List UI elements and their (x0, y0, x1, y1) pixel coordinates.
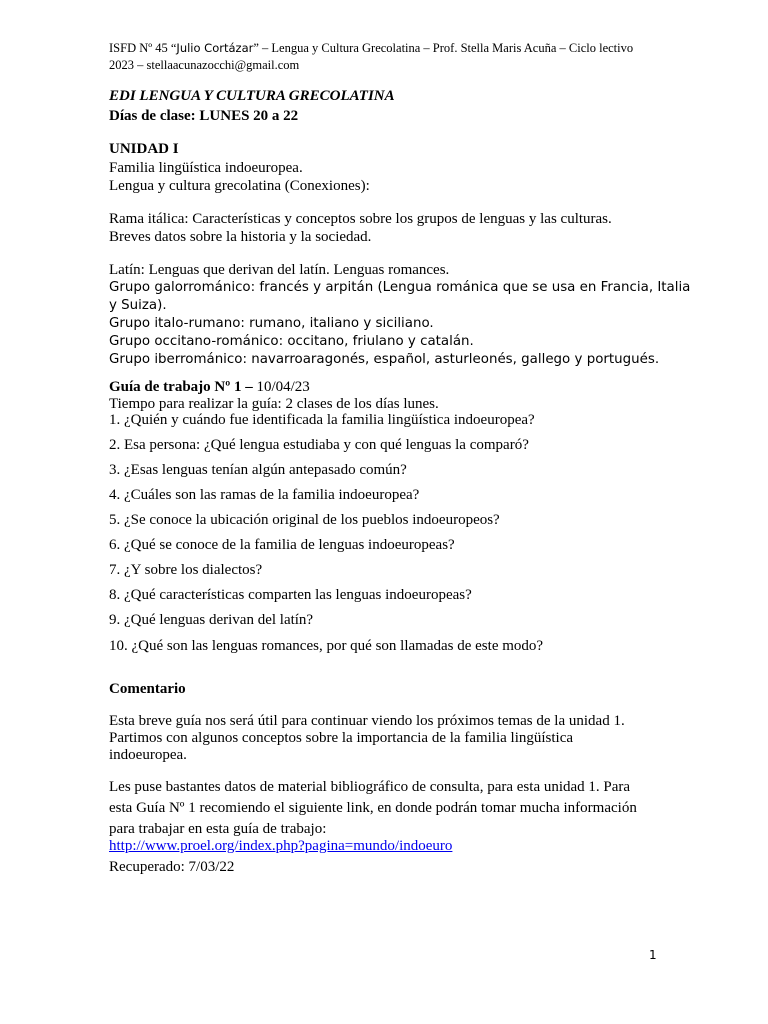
grupo-italo-rumano: Grupo italo-rumano: rumano, italiano y siciliano. (109, 316, 434, 331)
comment-paragraph-line: esta Guía Nº 1 recomiendo el siguiente link, en donde podrán tomar mucha información (109, 800, 637, 816)
unit-heading: UNIDAD I (109, 141, 179, 157)
grupo-occitano: Grupo occitano-románico: occitano, friulano y catalán. (109, 334, 474, 349)
comment-paragraph-line: para trabajar en esta guía de trabajo: (109, 821, 327, 837)
header-line-2: 2023 – stellaacunazocchi@gmail.com (109, 58, 300, 72)
page-header (109, 40, 669, 74)
unit-line-1: Familia lingüística indoeuropea. (109, 160, 303, 176)
comment-paragraph-line: Partimos con algunos conceptos sobre la importancia de la familia lingüística (109, 730, 574, 746)
question-item: 1. ¿Quién y cuándo fue identificada la familia lingüística indoeuropea? (109, 412, 535, 428)
comment-paragraph-line: Esta breve guía nos será útil para continuar viendo los próximos temas de la unidad 1. (109, 713, 625, 729)
comment-paragraph-line: Les puse bastantes datos de material bibliográfico de consulta, para esta unidad 1. Para (109, 779, 631, 795)
rama-line-2: Breves datos sobre la historia y la sociedad. (109, 229, 372, 245)
reference-link[interactable]: http://www.proel.org/index.php?pagina=mundo/indoeuro (109, 838, 453, 854)
latin-line-1: Latín: Lenguas que derivan del latín. Lenguas romances. (109, 262, 450, 278)
guide-heading (109, 378, 310, 396)
grupo-galorromanico-cont: y Suiza). (109, 298, 167, 313)
grupo-iberromanico: Grupo iberrománico: navarroaragonés, español, asturleonés, gallego y portugués. (109, 352, 660, 367)
question-item: 6. ¿Qué se conoce de la familia de lenguas indoeuropeas? (109, 537, 455, 553)
question-item: 4. ¿Cuáles son las ramas de la familia indoeuropea? (109, 487, 420, 503)
guide-date: 10/04/23 (252, 379, 310, 395)
question-item: 3. ¿Esas lenguas tenían algún antepasado común? (109, 462, 407, 478)
document-title: EDI LENGUA Y CULTURA GRECOLATINA (109, 88, 395, 104)
grupo-galorromanico: Grupo galorrománico: francés y arpitán (Lengua románica que se usa en Francia, Italia (109, 280, 691, 295)
question-item: 5. ¿Se conoce la ubicación original de los pueblos indoeuropeos? (109, 512, 500, 528)
header-author-name: Julio Cortázar (176, 41, 254, 55)
guide-time: Tiempo para realizar la guía: 2 clases de los días lunes. (109, 396, 439, 412)
question-item: 9. ¿Qué lenguas derivan del latín? (109, 612, 314, 628)
guide-title: Guía de trabajo Nº 1 – (109, 379, 253, 395)
question-item: 7. ¿Y sobre los dialectos? (109, 562, 263, 578)
unit-line-2: Lengua y cultura grecolatina (Conexiones): (109, 178, 370, 194)
header-line-1: ISFD Nº 45 “Julio Cortázar” – Lengua y Cultura Grecolatina – Prof. Stella Maris Acuña – Ciclo lectivo (109, 41, 634, 55)
page-number: 1 (649, 948, 657, 962)
comment-heading: Comentario (109, 681, 186, 697)
class-days: Días de clase: LUNES 20 a 22 (109, 108, 299, 124)
question-item: 8. ¿Qué características comparten las lenguas indoeuropeas? (109, 587, 472, 603)
rama-line-1: Rama itálica: Características y conceptos sobre los grupos de lenguas y las culturas. (109, 211, 612, 227)
question-item: 2. Esa persona: ¿Qué lengua estudiaba y con qué lenguas la comparó? (109, 437, 529, 453)
comment-paragraph-line: indoeuropea. (109, 747, 187, 763)
recovered-date: Recuperado: 7/03/22 (109, 859, 235, 875)
question-item: 10. ¿Qué son las lenguas romances, por qué son llamadas de este modo? (109, 638, 544, 654)
reference-link-line (109, 837, 452, 855)
